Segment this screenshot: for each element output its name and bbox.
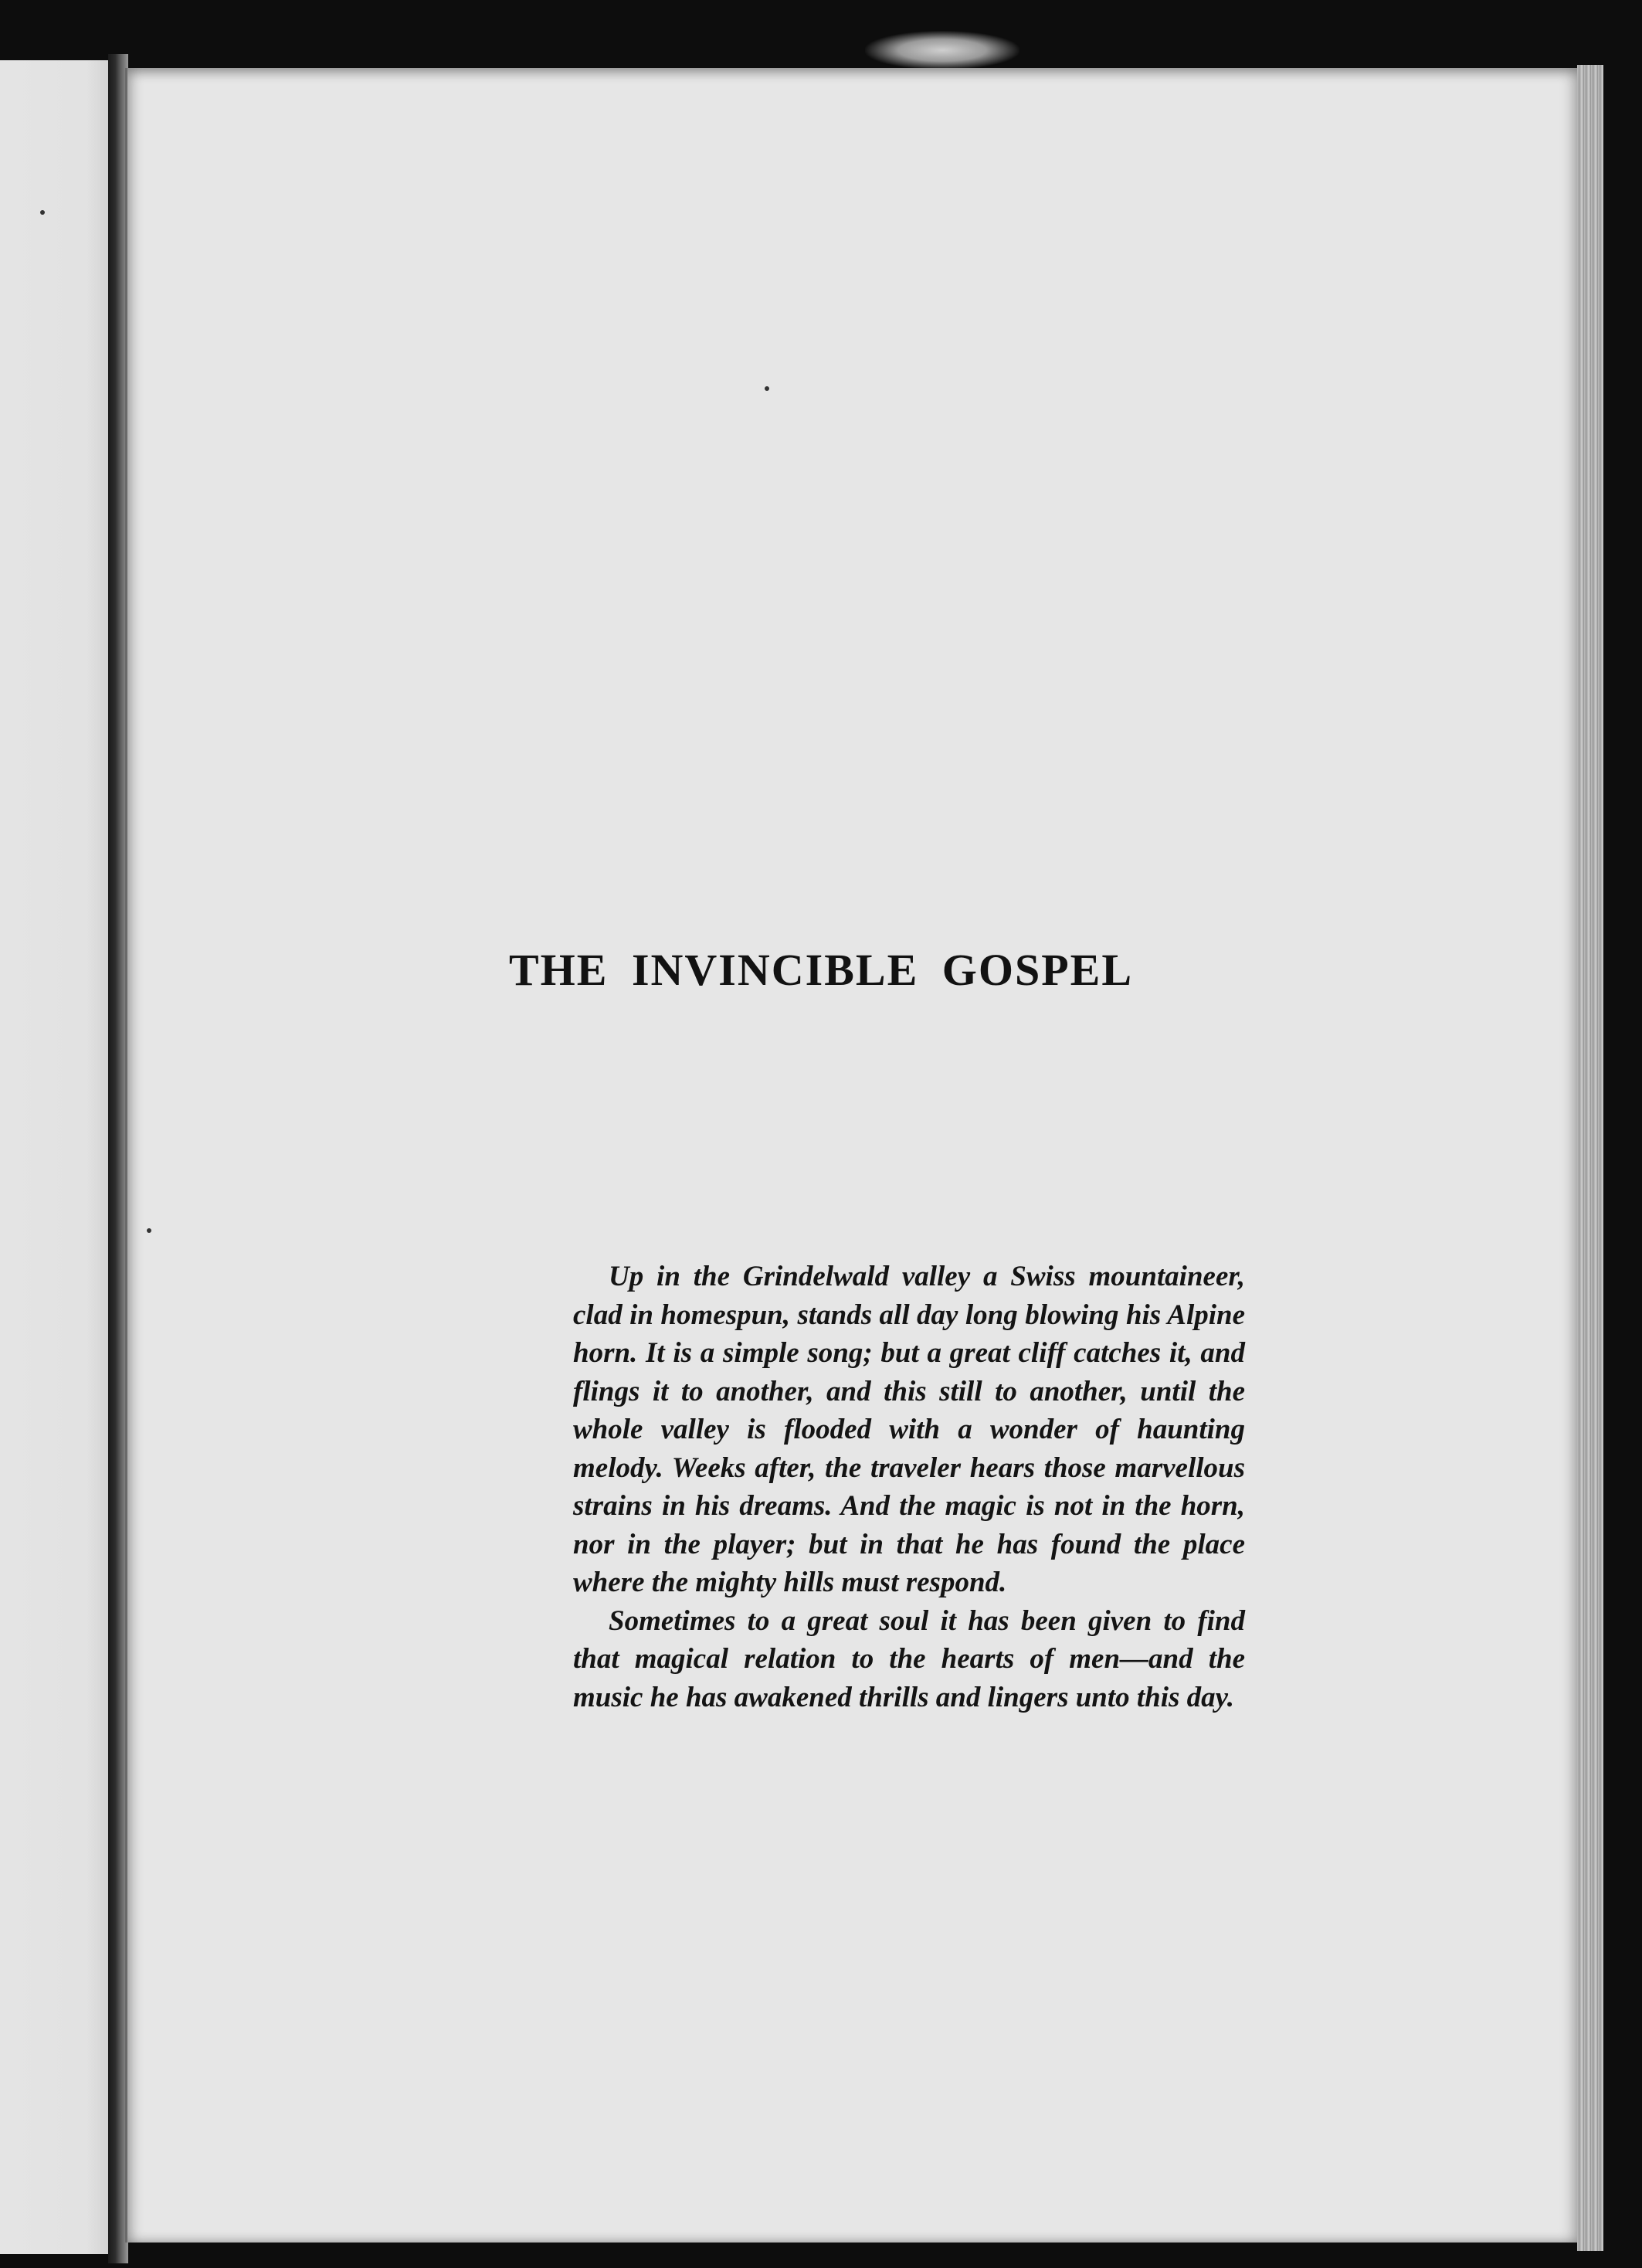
torn-edge-mark [865,31,1019,70]
chapter-title-text: THE INVINCIBLE GOSPEL [508,945,1134,995]
speck-mark [765,386,769,391]
speck-mark [147,1228,151,1233]
page-edge-stack [1577,65,1603,2251]
book-page [125,68,1579,2243]
chapter-title [0,944,1642,996]
facing-page-edge [0,60,108,2254]
paragraph: Sometimes to a great soul it has been given to find that magical relation to the hearts of men—and the music he has awakened thrills and lingers unto this day. [573,1604,1245,1713]
paragraph: Up in the Grindelwald valley a Swiss mountaineer, clad in homespun, stands all day long blowing his Alpine horn. It is a simple song; but a great cliff catches it, and flings it to another, and this still to another, until the whole valley is flooded with a wonder of haunting melody. Weeks after, the traveler hears those marvellous strains in his dreams. And the magic is not in the horn, nor in the player; but in that he has found the place where the mighty hills must respond. [573,1261,1245,1598]
speck-mark [40,210,45,215]
epigraph-text [573,1258,1245,1716]
